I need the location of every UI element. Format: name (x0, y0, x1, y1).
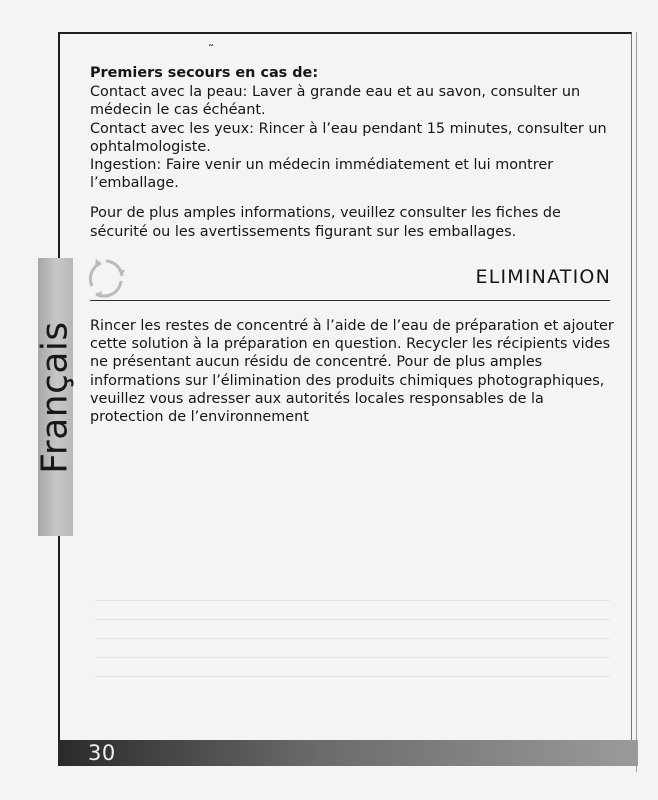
first-aid-ingestion: Ingestion: Faire venir un médecin immédiatement et lui montrer l’emballage. (90, 157, 554, 192)
first-aid-section (90, 64, 620, 241)
language-tab (35, 258, 77, 536)
section-divider (90, 300, 610, 301)
first-aid-heading: Premiers secours en cas de: (90, 65, 319, 81)
show-through-texture (95, 600, 610, 692)
recycle-icon (84, 256, 128, 300)
first-aid-eyes: Contact avec les yeux: Rincer à l’eau pendant 15 minutes, consulter un ophtalmologiste. (90, 120, 607, 155)
elimination-text: Rincer les restes de concentré à l’aide de l’eau de préparation et ajouter cette solution à la préparation en question. Recycler les récipients vides ne présentant aucun résidu de concentré. Pour de plus amples informations sur l’élimination des produits chimiques photographiques, veuillez vous adresser aux autorités locales responsables de la protection de l’environnement (90, 318, 614, 426)
page-edge (636, 32, 637, 772)
footer-bar (58, 740, 638, 766)
more-info-paragraph: Pour de plus amples informations, veuillez consulter les fiches de sécurité ou les avertissements figurant sur les emballages. (90, 205, 561, 240)
first-aid-skin: Contact avec la peau: Laver à grande eau et au savon, consulter un médecin le cas échéant. (90, 84, 581, 119)
page-mark: ˜ (208, 43, 214, 57)
language-tab-label: Français (35, 320, 77, 474)
page-number: 30 (88, 741, 116, 765)
elimination-title: ELIMINATION (475, 266, 611, 288)
